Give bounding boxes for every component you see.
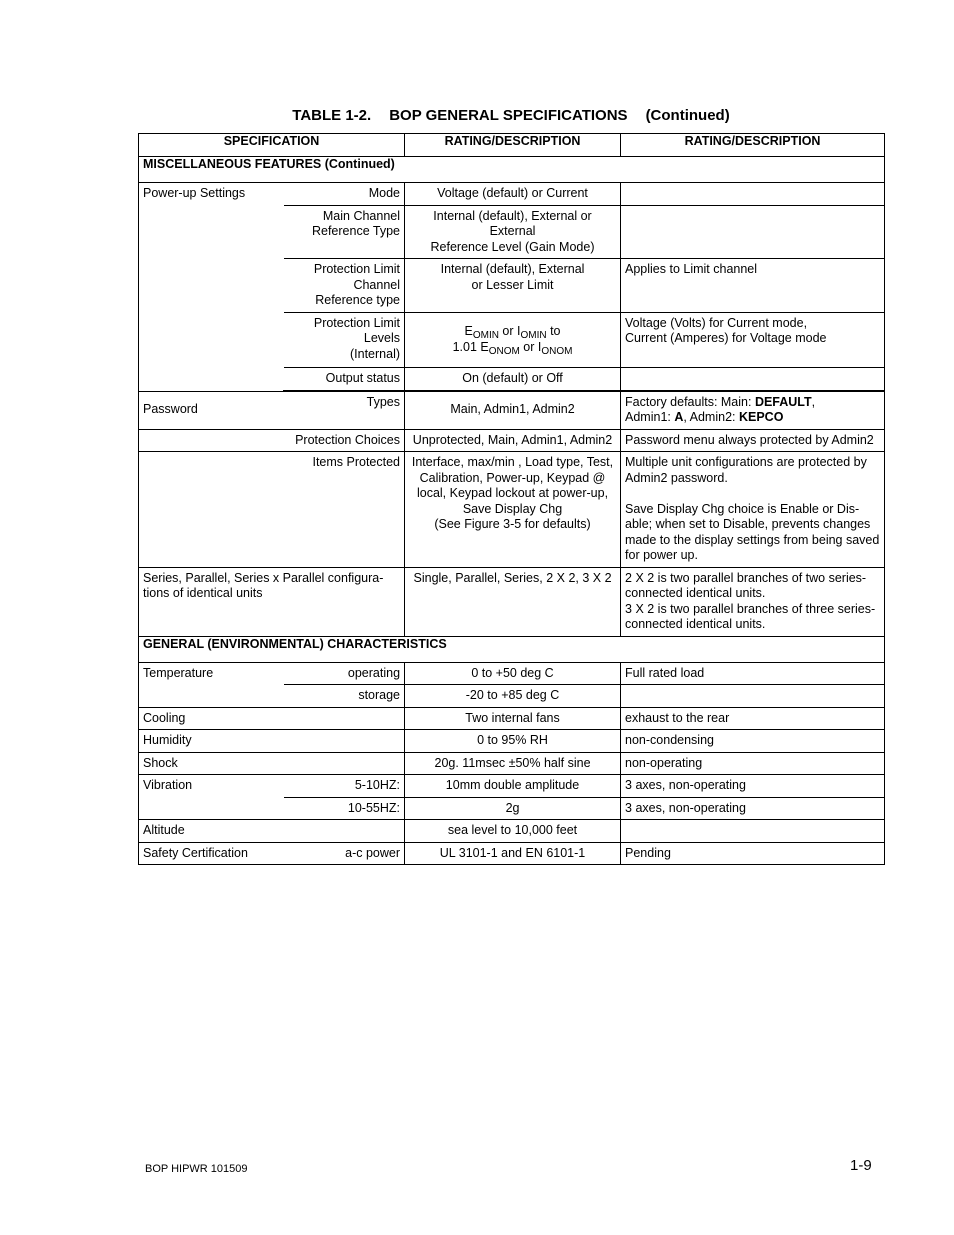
header-row <box>139 134 885 157</box>
table-row <box>139 730 885 753</box>
vibration-5-10-label: 5-10HZ: <box>284 775 405 798</box>
table-row <box>139 567 885 636</box>
cooling-rating: Two internal fans <box>405 707 621 730</box>
table-row <box>139 707 885 730</box>
humidity-rating: 0 to 95% RH <box>405 730 621 753</box>
shock-label: Shock <box>139 752 405 775</box>
section-environmental: GENERAL (ENVIRONMENTAL) CHARACTERISTICS <box>139 636 885 662</box>
header-rating-2: RATING/DESCRIPTION <box>621 134 885 157</box>
protection-limit-levels-label: Protection Limit Levels (Internal) <box>284 312 405 368</box>
section-misc-features: MISCELLANEOUS FEATURES (Continued) <box>139 157 885 183</box>
table-row <box>139 183 885 206</box>
protection-limit-channel-desc: Applies to Limit channel <box>621 259 885 313</box>
table-name: BOP GENERAL SPECIFICATIONS <box>389 107 628 124</box>
altitude-desc <box>621 820 885 843</box>
output-status-rating: On (default) or Off <box>405 368 621 391</box>
vibration-5-10-rating: 10mm double amplitude <box>405 775 621 798</box>
powerup-settings-label: Power-up Settings <box>139 183 284 392</box>
items-protected-label: Items Protected <box>284 452 405 568</box>
mode-label: Mode <box>284 183 405 206</box>
humidity-desc: non-condensing <box>621 730 885 753</box>
vibration-label: Vibration <box>139 775 284 820</box>
vibration-5-10-desc: 3 axes, non-operating <box>621 775 885 798</box>
types-label: Types <box>284 391 405 429</box>
shock-rating: 20g. 11msec ±50% half sine <box>405 752 621 775</box>
output-status-desc <box>621 368 885 391</box>
series-parallel-desc: 2 X 2 is two parallel branches of two series- connected identical units. 3 X 2 is two parallel branches of three series- connected identical units. <box>621 567 885 636</box>
altitude-label: Altitude <box>139 820 405 843</box>
safety-rating: UL 3101-1 and EN 6101-1 <box>405 842 621 865</box>
table-title <box>138 106 884 126</box>
table-row <box>139 752 885 775</box>
mode-rating: Voltage (default) or Current <box>405 183 621 206</box>
protection-limit-levels-rating: $E_{OMIN}$ or $I_{OMIN}$ to 1.01 $E_{ONOM}$ or $I_{ONOM}$ <box>405 312 621 368</box>
series-parallel-label: Series, Parallel, Series x Parallel configura- tions of identical units <box>139 567 405 636</box>
table-row <box>139 452 885 568</box>
protection-choices-desc: Password menu always protected by Admin2 <box>621 429 885 452</box>
mode-desc <box>621 183 885 206</box>
document-id: BOP HIPWR 101509 <box>145 1163 248 1175</box>
table-row <box>139 662 885 685</box>
protection-choices-label: Protection Choices <box>284 429 405 452</box>
table-number: TABLE 1-2. <box>292 107 372 124</box>
temp-operating-label: operating <box>284 662 405 685</box>
cooling-desc: exhaust to the rear <box>621 707 885 730</box>
safety-sub-label: a-c power <box>284 842 405 865</box>
table-row <box>139 842 885 865</box>
main-channel-rating: Internal (default), External or External Reference Level (Gain Mode) <box>405 205 621 259</box>
temp-operating-desc: Full rated load <box>621 662 885 685</box>
page-number: 1-9 <box>850 1157 872 1174</box>
temperature-label: Temperature <box>139 662 284 707</box>
vibration-10-55-label: 10-55HZ: <box>284 797 405 820</box>
main-channel-label: Main Channel Reference Type <box>284 205 405 259</box>
types-desc: Factory defaults: Main: DEFAULT, Admin1: A, Admin2: KEPCO <box>621 391 885 429</box>
table-row <box>139 391 885 429</box>
specifications-table <box>138 133 885 865</box>
safety-label: Safety Certification <box>139 842 284 865</box>
temp-storage-desc <box>621 685 885 708</box>
vibration-10-55-rating: 2g <box>405 797 621 820</box>
humidity-label: Humidity <box>139 730 405 753</box>
header-rating-1: RATING/DESCRIPTION <box>405 134 621 157</box>
protection-limit-channel-label: Protection Limit Channel Reference type <box>284 259 405 313</box>
series-parallel-rating: Single, Parallel, Series, 2 X 2, 3 X 2 <box>405 567 621 636</box>
protection-choices-rating: Unprotected, Main, Admin1, Admin2 <box>405 429 621 452</box>
table-row <box>139 820 885 843</box>
table-row <box>139 429 885 452</box>
protection-limit-levels-desc: Voltage (Volts) for Current mode, Current (Amperes) for Voltage mode <box>621 312 885 368</box>
table-continued: (Continued) <box>645 107 730 124</box>
shock-desc: non-operating <box>621 752 885 775</box>
items-protected-rating: Interface, max/min , Load type, Test, Calibration, Power-up, Keypad @ local, Keypad lockout at power-up, Save Display Chg (See Figure 3-5 for defaults) <box>405 452 621 568</box>
altitude-rating: sea level to 10,000 feet <box>405 820 621 843</box>
password-label: Password <box>139 391 284 429</box>
protection-limit-channel-rating: Internal (default), External or Lesser Limit <box>405 259 621 313</box>
temp-storage-label: storage <box>284 685 405 708</box>
temp-storage-rating: -20 to +85 deg C <box>405 685 621 708</box>
header-specification: SPECIFICATION <box>139 134 405 157</box>
items-protected-desc: Multiple unit configurations are protected by Admin2 password. Save Display Chg choice is Enable or Dis- able; when set to Disable, prevents changes made to the display settings from being saved for power up. <box>621 452 885 568</box>
safety-desc: Pending <box>621 842 885 865</box>
temp-operating-rating: 0 to +50 deg C <box>405 662 621 685</box>
vibration-10-55-desc: 3 axes, non-operating <box>621 797 885 820</box>
cooling-label: Cooling <box>139 707 405 730</box>
main-channel-desc <box>621 205 885 259</box>
table-row <box>139 775 885 798</box>
types-rating: Main, Admin1, Admin2 <box>405 391 621 429</box>
output-status-label: Output status <box>284 368 405 391</box>
